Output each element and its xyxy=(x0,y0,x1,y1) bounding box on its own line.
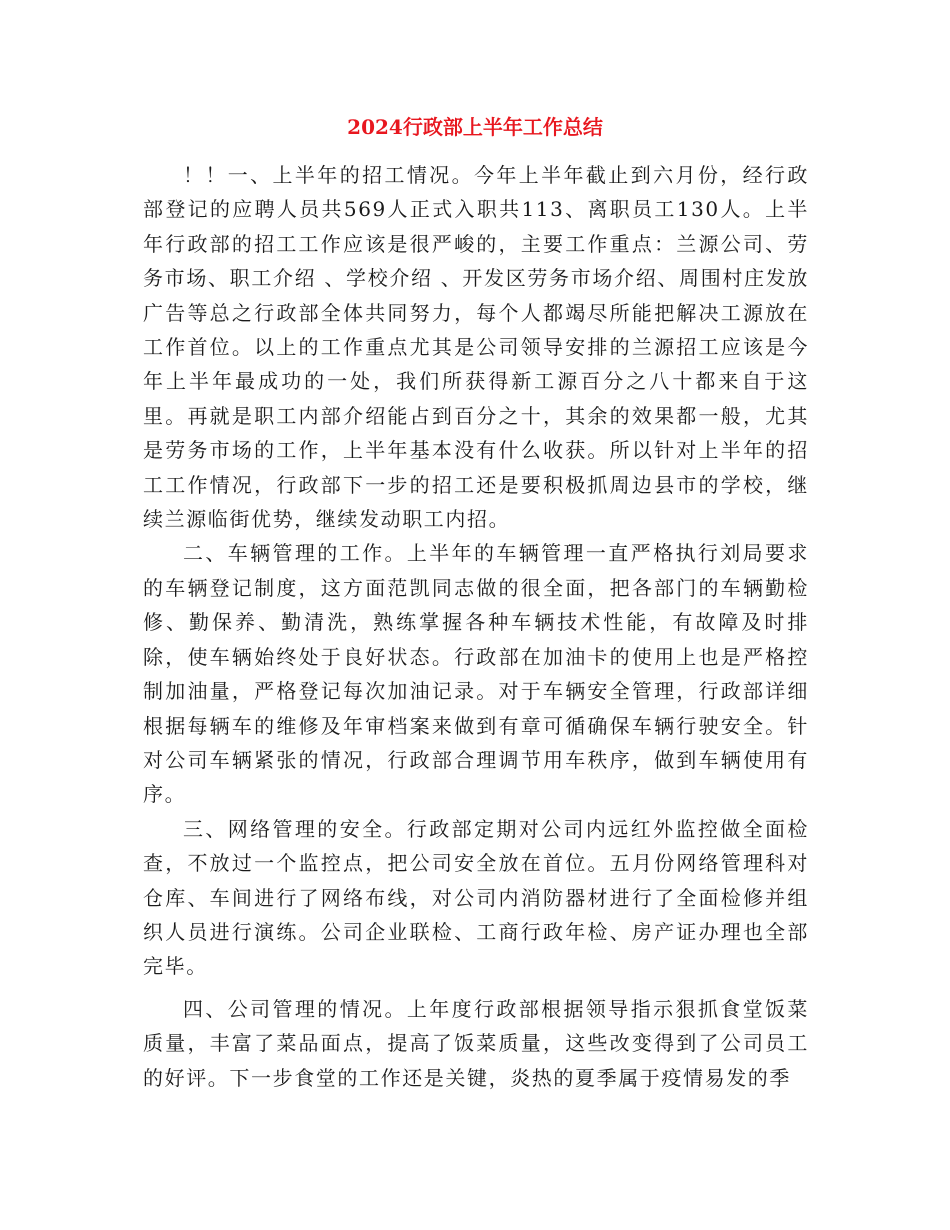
document-title: 2024行政部上半年工作总结 xyxy=(347,115,603,139)
paragraph-company-management: 四、公司管理的情况。上年度行政部根据领导指示狠抓食堂饭菜质量，丰富了菜品面点，提高了饭菜质量，这些改变得到了公司员工的好评。下一步食堂的工作还是关键，炎热的夏季属于疫情易发的季 xyxy=(143,996,809,1090)
paragraph-vehicle-management: 二、车辆管理的工作。上半年的车辆管理一直严格执行刘局要求的车辆登记制度，这方面范凯同志做的很全面，把各部门的车辆勤检修、勤保养、勤清洗，熟练掌握各种车辆技术性能，有故障及时排除，使车辆始终处于良好状态。行政部在加油卡的使用上也是严格控制加油量，严格登记每次加油记录。对于车辆安全管理，行政部详细根据每辆车的维修及年审档案来做到有章可循确保车辆行驶安全。针对公司车辆紧张的情况，行政部合理调节用车秩序，做到车辆使用有序。 xyxy=(143,541,809,807)
document-body xyxy=(143,158,809,1095)
paragraph-network-security: 三、网络管理的安全。行政部定期对公司内远红外监控做全面检查，不放过一个监控点，把公司安全放在首位。五月份网络管理科对仓库、车间进行了网络布线，对公司内消防器材进行了全面检修并组织人员进行演练。公司企业联检、工商行政年检、房产证办理也全部完毕。 xyxy=(143,816,809,979)
paragraph-recruitment: ！！一、上半年的招工情况。今年上半年截止到六月份，经行政部登记的应聘人员共569人正式入职共113、离职员工130人。上半年行政部的招工工作应该是很严峻的，主要工作重点：兰源公司、劳务市场、职工介绍 、学校介绍 、开发区劳务市场介绍、周围村庄发放广告等总之行政部全体共同努力，每个人都竭尽所能把解决工源放在工作首位。以上的工作重点尤其是公司领导安排的兰源招工应该是今年上半年最成功的一处，我们所获得新工源百分之八十都来自于这里。再就是职工内部介绍能占到百分之十，其余的效果都一般，尤其是劳务市场的工作，上半年基本没有什么收获。所以针对上半年的招工工作情况，行政部下一步的招工还是要积极抓周边县市的学校，继续兰源临街优势，继续发动职工内招。 xyxy=(143,163,809,532)
